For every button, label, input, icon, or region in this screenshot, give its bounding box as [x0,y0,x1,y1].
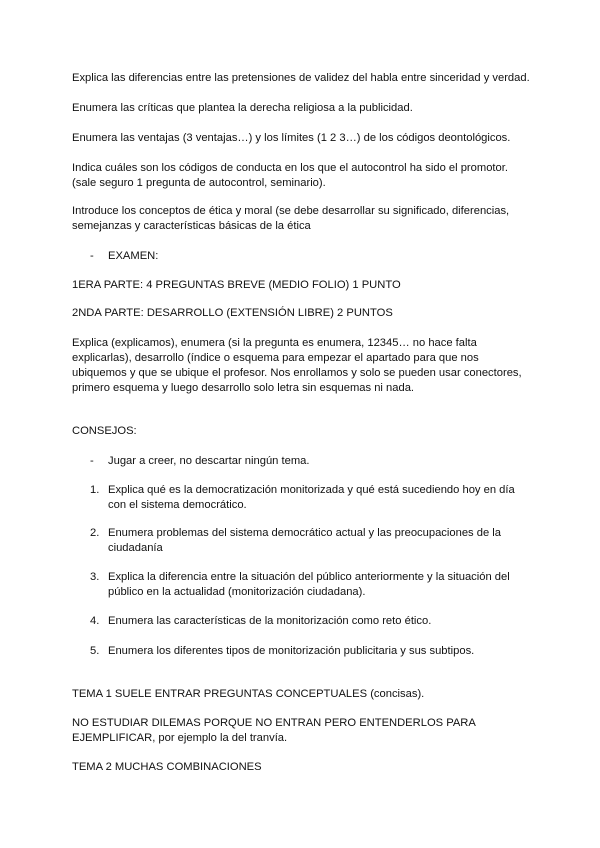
consejos-bullet: - [90,455,94,467]
consejo-text: Enumera las características de la monitorización como reto ético. [108,615,432,627]
note-tema-2: TEMA 2 MUCHAS COMBINACIONES [72,761,262,773]
question-1: Explica las diferencias entre las pretensiones de validez del habla entre sinceridad y verdad. [72,72,530,84]
consejo-number: 4. [90,615,100,627]
question-5: Introduce los conceptos de ética y moral (se debe desarrollar su significado, diferencias, semejanzas y características básicas de la ética [72,205,510,232]
exam-bullet: - [90,250,94,262]
note-tema-1: TEMA 1 SUELE ENTRAR PREGUNTAS CONCEPTUALES (concisas). [72,688,425,700]
question-3: Enumera las ventajas (3 ventajas…) y los límites (1 2 3…) de los códigos deontológicos. [72,132,511,144]
note-dilemas: NO ESTUDIAR DILEMAS PORQUE NO ENTRAN PERO ENTENDERLOS PARA EJEMPLIFICAR, por ejemplo la del tranvía. [72,717,476,744]
consejo-number: 1. [90,484,100,496]
consejo-text: Enumera problemas del sistema democrático actual y las preocupaciones de la ciudadanía [108,527,502,554]
consejo-number: 2. [90,527,100,539]
exam-part-2: 2NDA PARTE: DESARROLLO (EXTENSIÓN LIBRE) 2 PUNTOS [72,307,393,319]
question-2: Enumera las críticas que plantea la derecha religiosa a la publicidad. [72,102,413,114]
consejos-tip: Jugar a creer, no descartar ningún tema. [108,455,310,467]
consejo-number: 5. [90,645,100,657]
consejo-text: Explica qué es la democratización monitorizada y qué está sucediendo hoy en día con el sistema democrático. [108,484,515,511]
consejo-text: Explica la diferencia entre la situación del público anteriormente y la situación del público en la actualidad (monitorización ciudadana). [108,571,510,598]
consejo-text: Enumera los diferentes tipos de monitorización publicitaria y sus subtipos. [108,645,475,657]
consejo-number: 3. [90,571,100,583]
exam-part-1: 1ERA PARTE: 4 PREGUNTAS BREVE (MEDIO FOLIO) 1 PUNTO [72,279,401,291]
exam-explanation: Explica (explicamos), enumera (si la pregunta es enumera, 12345… no hace falta explicarlas), desarrollo (índice o esquema para empezar el apartado para que nos ubiquemos y que se ubique el profesor. Nos enrollamos y solo se pueden usar conectores, primero esquema y luego desarrollo solo letra sin esquemas ni nada. [72,337,522,394]
question-4: Indica cuáles son los códigos de conducta en los que el autocontrol ha sido el promotor. (sale seguro 1 pregunta de autocontrol, seminario). [72,162,508,189]
exam-heading: EXAMEN: [108,250,159,262]
consejos-heading: CONSEJOS: [72,425,137,437]
